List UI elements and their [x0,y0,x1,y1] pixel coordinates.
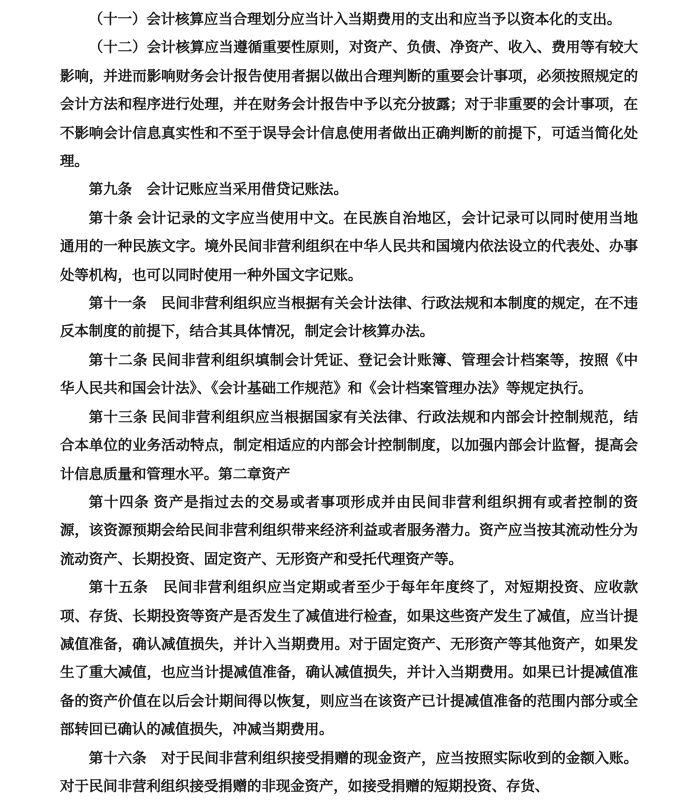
article-11-paragraph: 第十一条 民间非营利组织应当根据有关会计法律、行政法规和本制度的规定，在不违反本制度的前提下，结合其具体情况，制定会计核算办法。 [60,296,638,341]
clause-12-paragraph: （十二）会计核算应当遵循重要性原则，对资产、负债、净资产、收入、费用等有较大影响，并进而影响财务会计报告使用者据以做出合理判断的重要会计事项，必须按照规定的会计方法和程序进行处理，并在财务会计报告中予以充分披露；对于非重要的会计事项，在不影响会计信息真实性和不至于误导会计信息使用者做出正确判断的前提下，可适当简化处理。 [60,40,638,171]
article-10-paragraph: 第十条 会计记录的文字应当使用中文。在民族自治地区，会计记录可以同时使用当地通用的一种民族文字。境外民间非营利组织在中华人民共和国境内依法设立的代表处、办事处等机构，也可以同时使用一种外国文字记账。 [60,210,638,284]
article-15-paragraph: 第十五条 民间非营利组织应当定期或者至少于每年年度终了，对短期投资、应收款项、存货、长期投资等资产是否发生了减值进行检查，如果这些资产发生了减值，应当计提减值准备，确认减值损失，并计入当期费用。对于固定资产、无形资产等其他资产，如果发生了重大减值，也应当计提减值准备，确认减值损失，并计入当期费用。如果已计提减值准备的资产价值在以后会计期间得以恢复，则应当在该资产已计提减值准备的范围内部分或全部转回已确认的减值损失，冲减当期费用。 [60,580,638,739]
article-13-paragraph: 第十三条 民间非营利组织应当根据国家有关法律、行政法规和内部会计控制规范，结合本单位的业务活动特点，制定相适应的内部会计控制制度，以加强内部会计监督，提高会计信息质量和管理水平。第二章资产 [60,409,638,483]
article-9-paragraph: 第九条 会计记账应当采用借贷记账法。 [88,182,348,199]
article-12-paragraph: 第十二条 民间非营利组织填制会计凭证、登记会计账簿、管理会计档案等，按照《中华人民共和国会计法》、《会计基础工作规范》和《会计档案管理办法》等规定执行。 [60,352,638,398]
article-14-paragraph: 第十四条 资产是指过去的交易或者事项形成并由民间非营利组织拥有或者控制的资源，该资源预期会给民间非营利组织带来经济利益或者服务潜力。资产应当按其流动性分为流动资产、长期投资、固定资产、无形资产和受托代理资产等。 [60,494,638,568]
article-16-paragraph: 第十六条 对于民间非营利组织接受捐赠的现金资产，应当按照实际收到的金额入账。对于民间非营利组织接受捐赠的非现金资产，如接受捐赠的短期投资、存货、 [60,750,638,795]
clause-11-paragraph: （十一）会计核算应当合理划分应当计入当期费用的支出和应当予以资本化的支出。 [88,12,622,28]
